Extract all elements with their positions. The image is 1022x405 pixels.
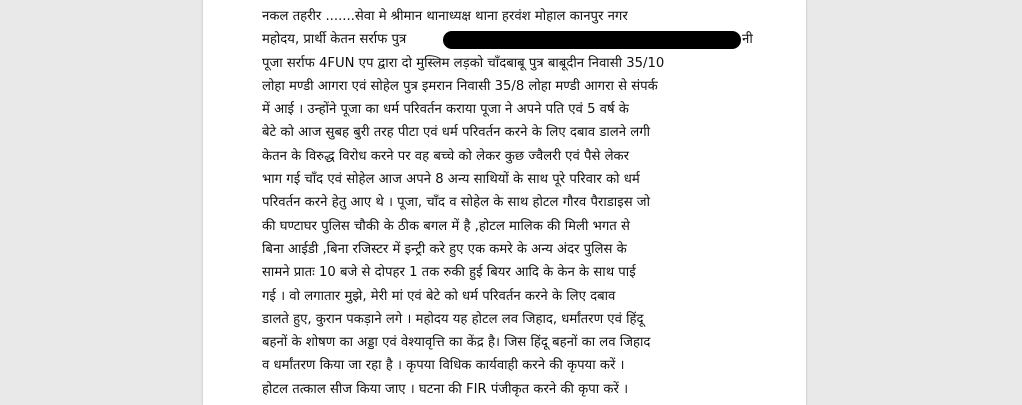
redaction-bar [443, 31, 741, 49]
text-line-11: बिना आईडी ,बिना रजिस्टर में इन्ट्री करे हुए एक कमरे के अन्य अंदर पुलिस के [262, 241, 627, 257]
text-line-8: भाग गई चाँद एवं सोहेल आज अपने 8 अन्य साथियों के साथ पूरे परिवार को धर्म [262, 172, 640, 188]
text-line-6: बेटे को आज सुबह बुरी तरह पीटा एवं धर्म परिवर्तन करने के लिए दबाव डालने लगी [262, 125, 651, 141]
text-line-3: पूजा सर्राफ 4FUN एप द्वारा दो मुस्लिम लड़को चाँदबाबू पुत्र बाबूदीन निवासी 35/10 [262, 55, 665, 71]
document-page [203, 0, 806, 405]
text-line-10: की घण्टाघर पुलिस चौकी के ठीक बगल में है ,होटल मालिक की मिली भगत से [262, 218, 630, 234]
text-line-13: गई । वो लगातार मुझे, मेरी मां एवं बेटे को धर्म परिवर्तन करने के लिए दबाव [262, 288, 616, 304]
text-line-16: व धर्मांतरण किया जा रहा है । कृपया विधिक कार्यवाही करने की कृपया करें । [262, 358, 625, 374]
text-line-7: केतन के विरुद्ध विरोध करने पर वह बच्चे को लेकर कुछ ज्वैलरी एवं पैसे लेकर [262, 148, 630, 164]
document-body [262, 5, 782, 401]
text-line-5: में आई । उन्होंने पूजा का धर्म परिवर्तन कराया पूजा ने अपने पति एवं 5 वर्ष के [262, 102, 629, 118]
text-line-1: नकल तहरीर .......सेवा मे श्रीमान थानाध्यक्ष थाना हरवंश मोहाल कानपुर नगर [262, 9, 628, 24]
text-line-2-end: नी [742, 32, 753, 48]
text-line-12: सामने प्रातः 10 बजे से दोपहर 1 तक रुकी हुई बियर आदि के केन के साथ पाई [262, 265, 636, 281]
text-line-2 [262, 28, 782, 51]
text-line-17: होटल तत्काल सीज किया जाए । घटना की FIR पंजीकृत करने की कृपा करें । [262, 381, 629, 397]
text-line-9: परिवर्तन करने हेतु आए थे । पूजा, चाँद व सोहेल के साथ होटल गौरव पैराडाइस जो [262, 195, 650, 211]
text-line-2-start: महोदय, प्रार्थी केतन सर्राफ पुत्र [262, 32, 407, 48]
text-line-15: बहनों के शोषण का अड्डा एवं वेश्यावृत्ति का केंद्र है। जिस हिंदू बहनों का लव जिहाद [262, 335, 651, 351]
text-line-4: लोहा मण्डी आगरा एवं सोहेल पुत्र इमरान निवासी 35/8 लोहा मण्डी आगरा से संपर्क [262, 78, 658, 94]
text-line-14: डालते हुए, कुरान पकड़ाने लगे । महोदय यह होटल लव जिहाद, धर्मांतरण एवं हिंदू [262, 311, 644, 327]
